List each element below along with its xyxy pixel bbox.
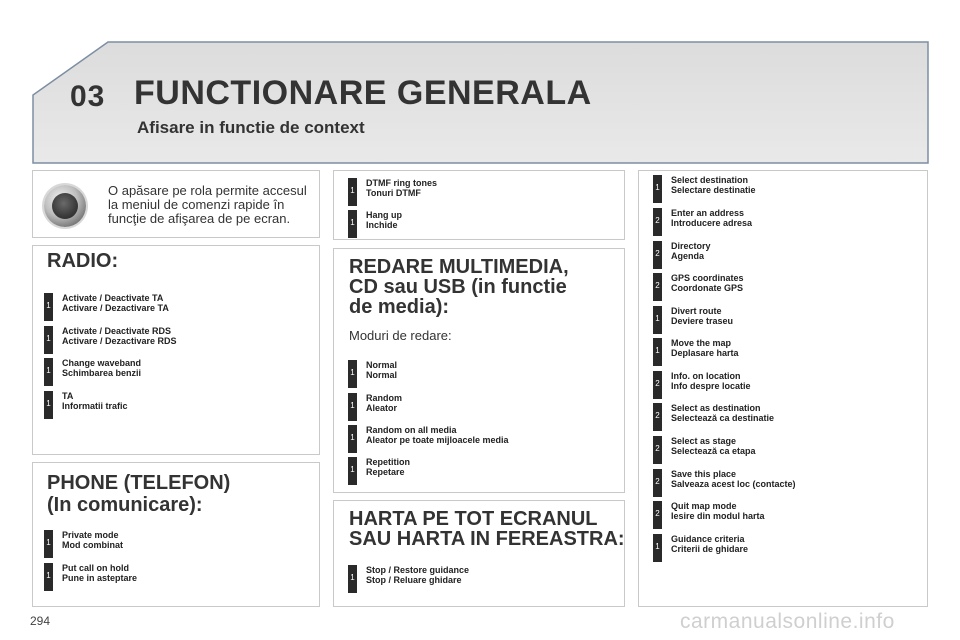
option-label-en: Select destination <box>671 175 749 185</box>
watermark: carmanualsonline.info <box>680 610 895 633</box>
radio-option <box>44 358 304 386</box>
option-label-ro: Introducere adresa <box>671 218 753 228</box>
menu-level-badge <box>653 241 662 269</box>
option-label-en: Random on all media <box>366 425 457 435</box>
menu-level-badge <box>653 371 662 399</box>
navigation-option <box>653 403 913 431</box>
menu-level-badge <box>653 175 662 203</box>
option-label-ro: Schimbarea benzii <box>62 368 142 378</box>
option-label-en: TA <box>62 391 74 401</box>
navigation-option <box>653 371 913 399</box>
navigation-option <box>653 175 913 203</box>
menu-level-number: 2 <box>655 477 660 486</box>
option-label-ro: Tonuri DTMF <box>366 188 421 198</box>
option-label-ro: Criterii de ghidare <box>671 544 749 554</box>
option-label-ro: Informatii trafic <box>62 401 128 411</box>
media-modes-label: Moduri de redare: <box>349 328 452 343</box>
phone-title-line-2: (In comunicare): <box>47 494 203 516</box>
option-label-en: Stop / Restore guidance <box>366 565 470 575</box>
navigation-option <box>653 273 913 301</box>
menu-level-number: 2 <box>655 444 660 453</box>
option-label-ro: Deviere traseu <box>671 316 734 326</box>
option-label-en: Guidance criteria <box>671 534 745 544</box>
radio-option <box>44 326 304 354</box>
menu-level-badge <box>44 563 53 591</box>
menu-level-number: 1 <box>350 573 355 582</box>
map-title-line-1: HARTA PE TOT ECRANUL <box>349 508 598 530</box>
menu-level-badge <box>348 565 357 593</box>
option-label-en: Directory <box>671 241 711 251</box>
option-label-ro: Agenda <box>671 251 705 261</box>
intro-line-1: O apăsare pe rola permite accesul <box>108 183 307 198</box>
menu-level-number: 2 <box>655 216 660 225</box>
menu-level-number: 1 <box>655 314 660 323</box>
menu-level-badge <box>348 360 357 388</box>
menu-level-badge <box>653 273 662 301</box>
menu-level-badge <box>348 178 357 206</box>
option-label-ro: Selectează ca etapa <box>671 446 756 456</box>
option-label-en: Repetition <box>366 457 410 467</box>
menu-level-badge <box>653 403 662 431</box>
menu-level-number: 1 <box>46 538 51 547</box>
phone-title-line-1: PHONE (TELEFON) <box>47 472 231 494</box>
option-label-ro: Activare / Dezactivare RDS <box>62 336 177 346</box>
option-label-ro: Activare / Dezactivare TA <box>62 303 169 313</box>
option-label-ro: Mod combinat <box>62 540 123 550</box>
menu-level-number: 1 <box>46 399 51 408</box>
map-option <box>348 565 608 593</box>
option-label-ro: Aleator <box>366 403 398 413</box>
option-label-ro: Deplasare harta <box>671 348 739 358</box>
radio-option <box>44 391 304 419</box>
option-label-en: Info. on location <box>671 371 741 381</box>
menu-level-number: 1 <box>655 542 660 551</box>
control-knob-center-icon <box>52 193 78 219</box>
dtmf-option <box>348 210 608 238</box>
menu-level-badge <box>348 425 357 453</box>
navigation-option <box>653 338 913 366</box>
option-label-en: Normal <box>366 360 398 370</box>
option-label-ro: Inchide <box>366 220 398 230</box>
menu-level-number: 1 <box>350 368 355 377</box>
option-label-en: Quit map mode <box>671 501 737 511</box>
option-label-ro: Coordonate GPS <box>671 283 744 293</box>
menu-level-number: 1 <box>46 571 51 580</box>
option-label-ro: Stop / Reluare ghidare <box>366 575 462 585</box>
phone-option <box>44 563 304 591</box>
option-label-en: Save this place <box>671 469 737 479</box>
option-label-en: Select as destination <box>671 403 761 413</box>
option-label-en: Random <box>366 393 402 403</box>
option-label-ro: Selectează ca destinatie <box>671 413 775 423</box>
menu-level-badge <box>653 338 662 366</box>
option-label-en: Enter an address <box>671 208 745 218</box>
menu-level-badge <box>44 530 53 558</box>
radio-title: RADIO: <box>47 250 119 272</box>
option-label-ro: Info despre locatie <box>671 381 751 391</box>
media-option <box>348 457 608 485</box>
option-label-en: Hang up <box>366 210 402 220</box>
menu-level-badge <box>44 358 53 386</box>
menu-level-badge <box>653 208 662 236</box>
option-label-en: DTMF ring tones <box>366 178 437 188</box>
option-label-en: Private mode <box>62 530 119 540</box>
menu-level-badge <box>653 436 662 464</box>
map-title-line-2: SAU HARTA IN FEREASTRA: <box>349 528 625 550</box>
dtmf-option <box>348 178 608 206</box>
option-label-en: Put call on hold <box>62 563 129 573</box>
media-title-line-1: REDARE MULTIMEDIA, <box>349 256 569 278</box>
menu-level-badge <box>44 293 53 321</box>
chapter-number: 03 <box>70 80 106 113</box>
option-label-ro: Iesire din modul harta <box>671 511 765 521</box>
menu-level-number: 2 <box>655 281 660 290</box>
menu-level-badge <box>348 393 357 421</box>
menu-level-number: 1 <box>655 346 660 355</box>
menu-level-badge <box>653 501 662 529</box>
navigation-option <box>653 469 913 497</box>
option-label-ro: Salveaza acest loc (contacte) <box>671 479 796 489</box>
menu-level-badge <box>653 534 662 562</box>
navigation-option <box>653 436 913 464</box>
menu-level-number: 1 <box>350 218 355 227</box>
navigation-option <box>653 208 913 236</box>
radio-option <box>44 293 304 321</box>
menu-level-number: 1 <box>350 433 355 442</box>
page-number: 294 <box>30 614 51 628</box>
option-label-en: GPS coordinates <box>671 273 744 283</box>
menu-level-badge <box>44 391 53 419</box>
navigation-option <box>653 241 913 269</box>
option-label-ro: Repetare <box>366 467 405 477</box>
navigation-option <box>653 501 913 529</box>
option-label-ro: Aleator pe toate mijloacele media <box>366 435 509 445</box>
intro-line-2: la meniul de comenzi rapide în <box>108 197 285 212</box>
option-label-ro: Pune in asteptare <box>62 573 138 583</box>
option-label-en: Divert route <box>671 306 722 316</box>
menu-level-number: 2 <box>655 411 660 420</box>
menu-level-badge <box>653 306 662 334</box>
menu-level-number: 1 <box>350 401 355 410</box>
navigation-option <box>653 534 913 562</box>
menu-level-badge <box>348 210 357 238</box>
media-title-line-2: CD sau USB (in functie <box>349 276 567 298</box>
menu-level-badge <box>653 469 662 497</box>
media-option <box>348 393 608 421</box>
menu-level-number: 2 <box>655 379 660 388</box>
page-title: FUNCTIONARE GENERALA <box>134 74 592 112</box>
menu-level-number: 2 <box>655 509 660 518</box>
intro-line-3: funcţie de afişarea de pe ecran. <box>108 211 291 226</box>
media-title-line-3: de media): <box>349 296 450 318</box>
option-label-en: Move the map <box>671 338 732 348</box>
menu-level-badge <box>348 457 357 485</box>
menu-level-number: 1 <box>46 366 51 375</box>
page-subtitle: Afisare in functie de context <box>137 118 365 137</box>
menu-level-number: 2 <box>655 249 660 258</box>
menu-level-number: 1 <box>46 334 51 343</box>
menu-level-number: 1 <box>46 301 51 310</box>
menu-level-number: 1 <box>350 465 355 474</box>
option-label-ro: Selectare destinatie <box>671 185 756 195</box>
option-label-en: Select as stage <box>671 436 737 446</box>
option-label-en: Change waveband <box>62 358 142 368</box>
media-option <box>348 360 608 388</box>
navigation-option <box>653 306 913 334</box>
menu-level-badge <box>44 326 53 354</box>
phone-option <box>44 530 304 558</box>
menu-level-number: 1 <box>350 186 355 195</box>
option-label-en: Activate / Deactivate TA <box>62 293 164 303</box>
media-option <box>348 425 608 453</box>
menu-level-number: 1 <box>655 183 660 192</box>
option-label-en: Activate / Deactivate RDS <box>62 326 172 336</box>
option-label-ro: Normal <box>366 370 398 380</box>
